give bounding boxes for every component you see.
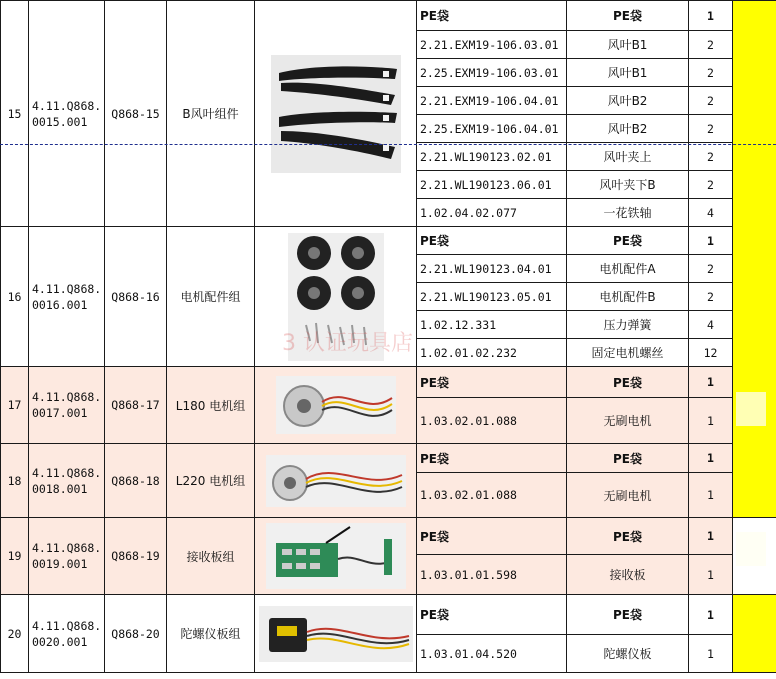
table-row: [1, 367, 776, 398]
subpart-qty: 2: [689, 283, 733, 311]
assembly-code: 4.11.Q868. 0017.001: [29, 367, 105, 444]
subpart-code: PE袋: [417, 444, 567, 473]
subpart-name: 风叶B2: [567, 115, 689, 143]
table-row: [1, 595, 776, 635]
row-number: 16: [1, 227, 29, 367]
subpart-code: 1.02.12.331: [417, 311, 567, 339]
motor-parts-photo: [255, 227, 417, 367]
subpart-qty: 2: [689, 171, 733, 199]
row-number: 20: [1, 595, 29, 673]
subpart-code: PE袋: [417, 227, 567, 255]
subpart-name: 风叶B2: [567, 87, 689, 115]
table-row: [1, 227, 776, 255]
subpart-name: 压力弹簧: [567, 311, 689, 339]
subpart-qty: 1: [689, 1, 733, 31]
propeller-blades-photo: [255, 1, 417, 227]
subpart-code: 2.21.EXM19-106.03.01: [417, 31, 567, 59]
subpart-qty: 1: [689, 635, 733, 673]
assembly-code: 4.11.Q868. 0020.001: [29, 595, 105, 673]
assembly-code: 4.11.Q868. 0019.001: [29, 518, 105, 595]
gyro-board-photo: [255, 595, 417, 673]
subpart-name: 风叶B1: [567, 31, 689, 59]
subpart-name: PE袋: [567, 444, 689, 473]
subpart-code: 2.21.WL190123.02.01: [417, 143, 567, 171]
subpart-name: PE袋: [567, 595, 689, 635]
subpart-qty: 1: [689, 595, 733, 635]
assembly-name: B风叶组件: [167, 1, 255, 227]
side-column-mark: [736, 392, 766, 426]
table-row: [1, 1, 776, 31]
subpart-name: 一花铁轴: [567, 199, 689, 227]
subpart-name: PE袋: [567, 1, 689, 31]
subpart-code: 2.21.WL190123.06.01: [417, 171, 567, 199]
subpart-code: 1.03.01.01.598: [417, 555, 567, 595]
row-number: 17: [1, 367, 29, 444]
subpart-code: PE袋: [417, 1, 567, 31]
assembly-code: 4.11.Q868. 0016.001: [29, 227, 105, 367]
watermark: 3 认证玩具店: [282, 331, 413, 356]
table-row: [1, 444, 776, 473]
subpart-qty: 1: [689, 444, 733, 473]
page-break-line: [0, 144, 776, 145]
side-highlight-column: [733, 595, 776, 673]
subpart-name: 接收板: [567, 555, 689, 595]
subpart-code: 2.21.WL190123.05.01: [417, 283, 567, 311]
subpart-qty: 4: [689, 311, 733, 339]
subpart-code: 1.02.04.02.077: [417, 199, 567, 227]
subpart-code: 2.21.WL190123.04.01: [417, 255, 567, 283]
subpart-code: 2.21.EXM19-106.04.01: [417, 87, 567, 115]
subpart-code: PE袋: [417, 367, 567, 398]
row-number: 19: [1, 518, 29, 595]
model-number: Q868-17: [105, 367, 167, 444]
subpart-name: 风叶夹下B: [567, 171, 689, 199]
subpart-code: 1.02.01.02.232: [417, 339, 567, 367]
assembly-name: 陀螺仪板组: [167, 595, 255, 673]
subpart-qty: 12: [689, 339, 733, 367]
model-number: Q868-18: [105, 444, 167, 518]
model-number: Q868-16: [105, 227, 167, 367]
table-row: [1, 518, 776, 555]
subpart-qty: 1: [689, 473, 733, 518]
subpart-name: 无刷电机: [567, 398, 689, 444]
subpart-code: PE袋: [417, 518, 567, 555]
model-number: Q868-20: [105, 595, 167, 673]
subpart-name: PE袋: [567, 227, 689, 255]
subpart-qty: 2: [689, 59, 733, 87]
subpart-name: 电机配件B: [567, 283, 689, 311]
side-highlight-column: [733, 1, 776, 518]
subpart-qty: 2: [689, 115, 733, 143]
subpart-qty: 1: [689, 227, 733, 255]
assembly-code: 4.11.Q868. 0015.001: [29, 1, 105, 227]
subpart-name: 无刷电机: [567, 473, 689, 518]
brushless-motor-photo: [255, 367, 417, 444]
subpart-qty: 1: [689, 518, 733, 555]
brushless-motor-photo: [255, 444, 417, 518]
receiver-board-photo: [255, 518, 417, 595]
subpart-name: 固定电机螺丝: [567, 339, 689, 367]
subpart-name: 风叶夹上: [567, 143, 689, 171]
subpart-name: PE袋: [567, 367, 689, 398]
subpart-qty: 2: [689, 87, 733, 115]
subpart-qty: 2: [689, 143, 733, 171]
assembly-name: 接收板组: [167, 518, 255, 595]
assembly-name: 电机配件组: [167, 227, 255, 367]
subpart-code: 2.25.EXM19-106.04.01: [417, 115, 567, 143]
subpart-code: 1.03.01.04.520: [417, 635, 567, 673]
subpart-qty: 1: [689, 398, 733, 444]
assembly-code: 4.11.Q868. 0018.001: [29, 444, 105, 518]
assembly-name: L180 电机组: [167, 367, 255, 444]
subpart-qty: 2: [689, 31, 733, 59]
model-number: Q868-15: [105, 1, 167, 227]
subpart-code: 2.25.EXM19-106.03.01: [417, 59, 567, 87]
assembly-name: L220 电机组: [167, 444, 255, 518]
model-number: Q868-19: [105, 518, 167, 595]
subpart-qty: 1: [689, 555, 733, 595]
row-number: 15: [1, 1, 29, 227]
subpart-qty: 1: [689, 367, 733, 398]
subpart-name: PE袋: [567, 518, 689, 555]
row-number: 18: [1, 444, 29, 518]
subpart-name: 电机配件A: [567, 255, 689, 283]
subpart-code: PE袋: [417, 595, 567, 635]
subpart-name: 陀螺仪板: [567, 635, 689, 673]
subpart-qty: 4: [689, 199, 733, 227]
subpart-name: 风叶B1: [567, 59, 689, 87]
subpart-code: 1.03.02.01.088: [417, 398, 567, 444]
side-column-mark: [736, 532, 766, 566]
subpart-qty: 2: [689, 255, 733, 283]
subpart-code: 1.03.02.01.088: [417, 473, 567, 518]
